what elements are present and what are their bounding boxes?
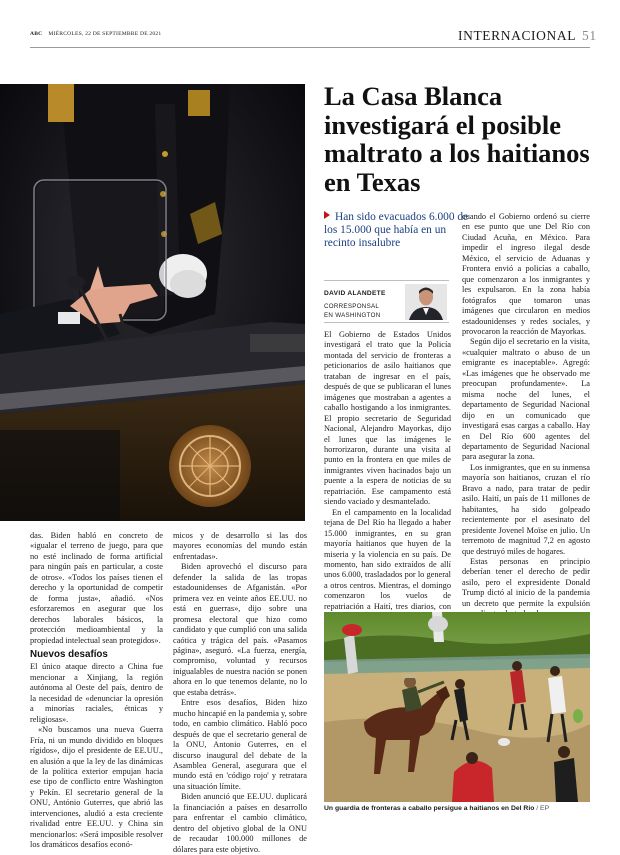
author-role	[324, 303, 484, 320]
page-number: 51	[582, 28, 597, 43]
article-subhead	[324, 211, 474, 249]
byline-top-rule	[324, 280, 449, 281]
right-paragraph: Los inmigrantes, que en su inmensa mayoría son haitianos, cruzan el río Bravo a nado, para tratar de pedir asilo. Haití, un país de 11 millones de habitantes, ha sido golpeado recientemente por el asesinato del presidente Jovenel Moïse en julio. Un terremoto de magnitud 7,2 en agosto que destruyó miles de hogares.	[462, 462, 590, 556]
left1-paragraph: das. Biden habló en concreto de «igualar el terreno de juego, para que no esté inclinado de forma artificial para ningún país en particular, a coste de otros». «Todos los países tienen el derecho y la oportunidad de competir de forma justa», añadió. «Nos esforzaremos en asegurar que los derechos laborales básicos, la protección medioambiental y la propiedad intelectual sean protegidos».	[30, 531, 163, 645]
mid-paragraph: El Gobierno de Estados Unidos investigará el trato que la Policía montada del servicio de fronteras a peticionarios de asilo haitianos que trataban de ingresar en el país, después de que se publicaran el lunes imágenes que mostraban a agentes a caballo hostigando a los inmigrantes. El propio secretario de Seguridad Nacional, Alejandro Mayorkas, dijo el lunes que las imágenes le horrorizaron, durante una visita al punto en la frontera en que miles de inmigrantes viven hacinados bajo un puente a la espera de noticias de su repatriación. Ese campamento está siendo vaciado y desmantelado.	[324, 330, 451, 507]
left1-paragraph: El único ataque directo a China fue mencionar a Xinjiang, la región autónoma al Oeste del país, dentro de la necesidad de «denunciar la opresión a minorías raciales, étnicas y religiosas».	[30, 662, 163, 724]
newspaper-brand: ABC	[30, 31, 43, 37]
right-paragraph: cuando el Gobierno ordenó su cierre en ese punto que une Del Río con Ciudad Acuña, en México. Para impedir el ingreso ilegal desde México, el servicio de Aduanas y Frontera envió a policías a caballo, que comenzaron a los inmigrantes y les expulsaron. En la zona había fotógrafos que tomaron unas imágenes que circularon en medios estadounidenses y redes sociales, y provocaron la reacción de Mayorkas.	[462, 212, 590, 336]
left2-paragraph: Entre esos desafíos, Biden hizo mucho hincapié en la pandemia y, sobre todo, en cambio climático. Habló poco después de que el secretario general de la ONU, Antonio Guterres, en el discurso inaugural del debate de la Asamblea General, asegurara que el mundo está en 'código rojo' y retratara una situación límite.	[173, 698, 307, 791]
lead-photo-un-lectern	[0, 84, 305, 521]
article-column-right	[462, 212, 590, 672]
author-portrait	[405, 284, 447, 320]
left1-paragraph: «No buscamos una nueva Guerra Fría, ni un mundo dividido en bloques rígidos», dijo el presidente de EE.UU., en alusión a que la ley de las dinámicas de la política exterior empujan hacia ese tipo de conflicto entre Washington y Pekín. El secretario general de la ONU, António Guterres, que abrió las intervenciones, aludió a esta creciente rivalidad entre EE.UU. y China sin mencionarlos: «Será imposible resolver los dramáticos desafíos econó-	[30, 725, 163, 850]
subhead-text: Han sido evacuados 6.000 de los 15.000 que había en un recinto insalubre	[324, 211, 469, 249]
header-rule	[30, 47, 590, 48]
byline	[324, 290, 484, 320]
author-role-line2: EN WASHINGTON	[324, 311, 381, 319]
author-role-line1: CORRESPONSAL	[324, 303, 380, 310]
left2-paragraph: Biden anunció que EE.UU. duplicará la financiación a países en desarrollo para enfrentar el cambio climático, dentro del objetivo global de la ONU de recaudar 100.000 millones de dólares para este objetivo.	[173, 792, 307, 854]
author-name: DAVID ALANDETE	[324, 290, 386, 297]
section-name: INTERNACIONAL	[458, 28, 577, 43]
page-header-left	[30, 31, 161, 37]
section-subheading: Nuevos desafíos	[30, 648, 108, 660]
article-column-mid	[324, 330, 451, 644]
border-patrol-photo	[324, 612, 590, 802]
article-column-left-1	[30, 531, 163, 851]
article-column-left-2	[173, 531, 307, 855]
left2-paragraph: micos y de desarrollo si las dos mayores economías del mundo están enfrentadas».	[173, 531, 307, 561]
article-headline: La Casa Blanca investigará el posible maltrato a los haitianos en Texas	[324, 81, 590, 197]
author-portrait-illustration	[405, 284, 447, 320]
photo-credit: / EP	[536, 805, 550, 812]
left2-paragraph: Biden aprovechó el discurso para defender la salida de las tropas estadounidenses de Afganistán. «Por primera vez en veinte años EE.UU. no está en guerras», dijo sobre una promesa electoral que hizo como candidato y que cumplió con una salida caótica y trágica del país. «Pasamos página», aseguró. «La fuerza, energía, compromiso, voluntad y recursos inigualables de nuestra nación se ponen ahora en lo que tenemos delante, no lo que estaba detrás».	[173, 562, 307, 697]
mid-paragraph: En el campamento en la localidad tejana de Del Río ha llegado a haber 15.000 inmigrantes, en su gran mayoría haitianos que huyen de la miseria y la violencia en su país. De momento, han sido extraídos de allí unos 6.000, trasladados por lo general a otros centros. Mientras, el domingo comenzaron los vuelos de repatriación a Haití, tres diarios, con	[324, 507, 451, 611]
photo-caption	[324, 804, 594, 813]
border-scene-illustration	[324, 612, 590, 802]
right-paragraph: Según dijo el secretario en la visita, «cualquier maltrato o abuso de un emigrante es inaceptable». Agregó: «Las imágenes que he observado me preocupan profundamente». La misma noche del lunes, el departamento de Seguridad Nacional dijo en un comunicado que investigará esas cargas a caballo. Hay en Del Río 600 agentes del departamento de Seguridad Nacional para asegurar la zona.	[462, 337, 590, 462]
issue-date: MIÉRCOLES, 22 DE SEPTIEMBRE DE 2021	[48, 31, 162, 37]
lectern-scene-illustration	[0, 84, 305, 521]
red-triangle-bullet-icon	[324, 211, 330, 219]
section-header	[458, 28, 597, 44]
byline-bottom-rule	[324, 322, 449, 323]
caption-text: Un guardia de fronteras a caballo persigue a haitianos en Del Río	[324, 805, 535, 812]
right-paragraph: Estas personas en principio deberían tener el derecho de pedir asilo, pero el expresidente Donald Trump dictó al inicio de la pandemia un decreto que permite la expulsión	[462, 556, 590, 608]
